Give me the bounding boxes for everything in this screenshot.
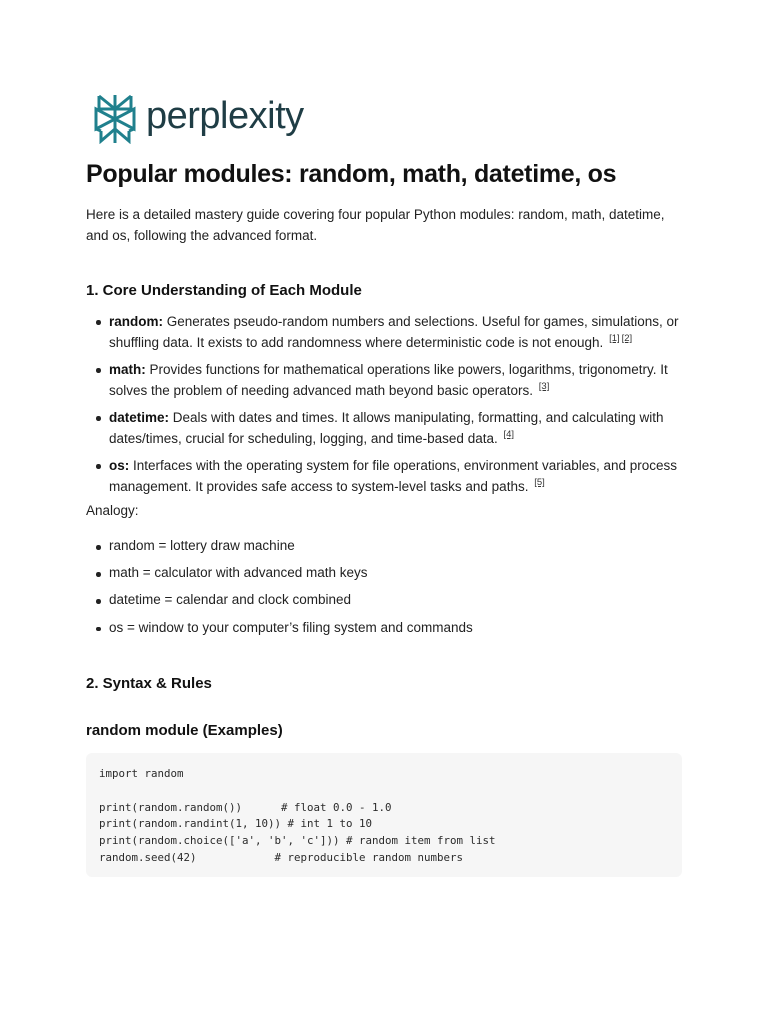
module-description: Deals with dates and times. It allows manipulating, formatting, and calculating with dates/times, crucial for scheduling, logging, and time-based data. (109, 410, 664, 446)
code-line: import random (99, 767, 184, 780)
list-item (86, 456, 686, 497)
list-item: math = calculator with advanced math keys (86, 564, 686, 582)
list-item: os = window to your computer’s filing system and commands (86, 619, 686, 637)
module-name: math: (109, 362, 146, 377)
citation-link[interactable]: [4] (503, 429, 515, 440)
analogy-list (86, 537, 686, 646)
code-block[interactable] (86, 753, 682, 877)
module-list (86, 312, 686, 504)
code-line: print(random.choice(['a', 'b', 'c'])) # random item from list (99, 834, 496, 848)
analogy-label: Analogy: (86, 503, 139, 518)
module-description: Generates pseudo-random numbers and selections. Useful for games, simulations, or shuffling data. It exists to add randomness where deterministic code is not enough. (109, 314, 679, 350)
code-line: print(random.randint(1, 10)) # int 1 to 10 (99, 817, 373, 831)
logo-wordmark: perplexity (146, 95, 304, 137)
list-item: datetime = calendar and clock combined (86, 591, 686, 609)
list-item (86, 312, 686, 353)
code-line: random.seed(42) # reproducible random numbers (99, 850, 464, 864)
citation-link[interactable]: [3] (538, 381, 550, 392)
perplexity-logo[interactable] (94, 94, 304, 144)
citation-link[interactable]: [1] (609, 333, 620, 344)
subsection-heading-random: random module (Examples) (86, 722, 283, 739)
code-line (99, 783, 669, 800)
perplexity-logo-icon (94, 94, 136, 144)
intro-paragraph: Here is a detailed mastery guide covering four popular Python modules: random, math, datetime, and os, following the advanced format. (86, 207, 665, 243)
section-heading-syntax: 2. Syntax & Rules (86, 675, 212, 692)
module-description: Provides functions for mathematical operations like powers, logarithms, trigonometry. It solves the problem of needing advanced math beyond basic operators. (109, 362, 668, 398)
module-name: random: (109, 314, 163, 329)
module-name: os: (109, 458, 130, 473)
citation-link[interactable]: [2] (621, 333, 633, 344)
list-item (86, 360, 686, 401)
code-line: print(random.random()) # float 0.0 - 1.0 (99, 800, 392, 814)
list-item (86, 408, 686, 449)
section-heading-core: 1. Core Understanding of Each Module (86, 282, 362, 299)
page-title: Popular modules: random, math, datetime, os (86, 160, 617, 188)
module-description: Interfaces with the operating system for file operations, environment variables, and process management. It provides safe access to system-level tasks and paths. (109, 458, 678, 494)
module-name: datetime: (109, 410, 170, 425)
list-item: random = lottery draw machine (86, 537, 686, 555)
citation-link[interactable]: [5] (534, 477, 545, 488)
